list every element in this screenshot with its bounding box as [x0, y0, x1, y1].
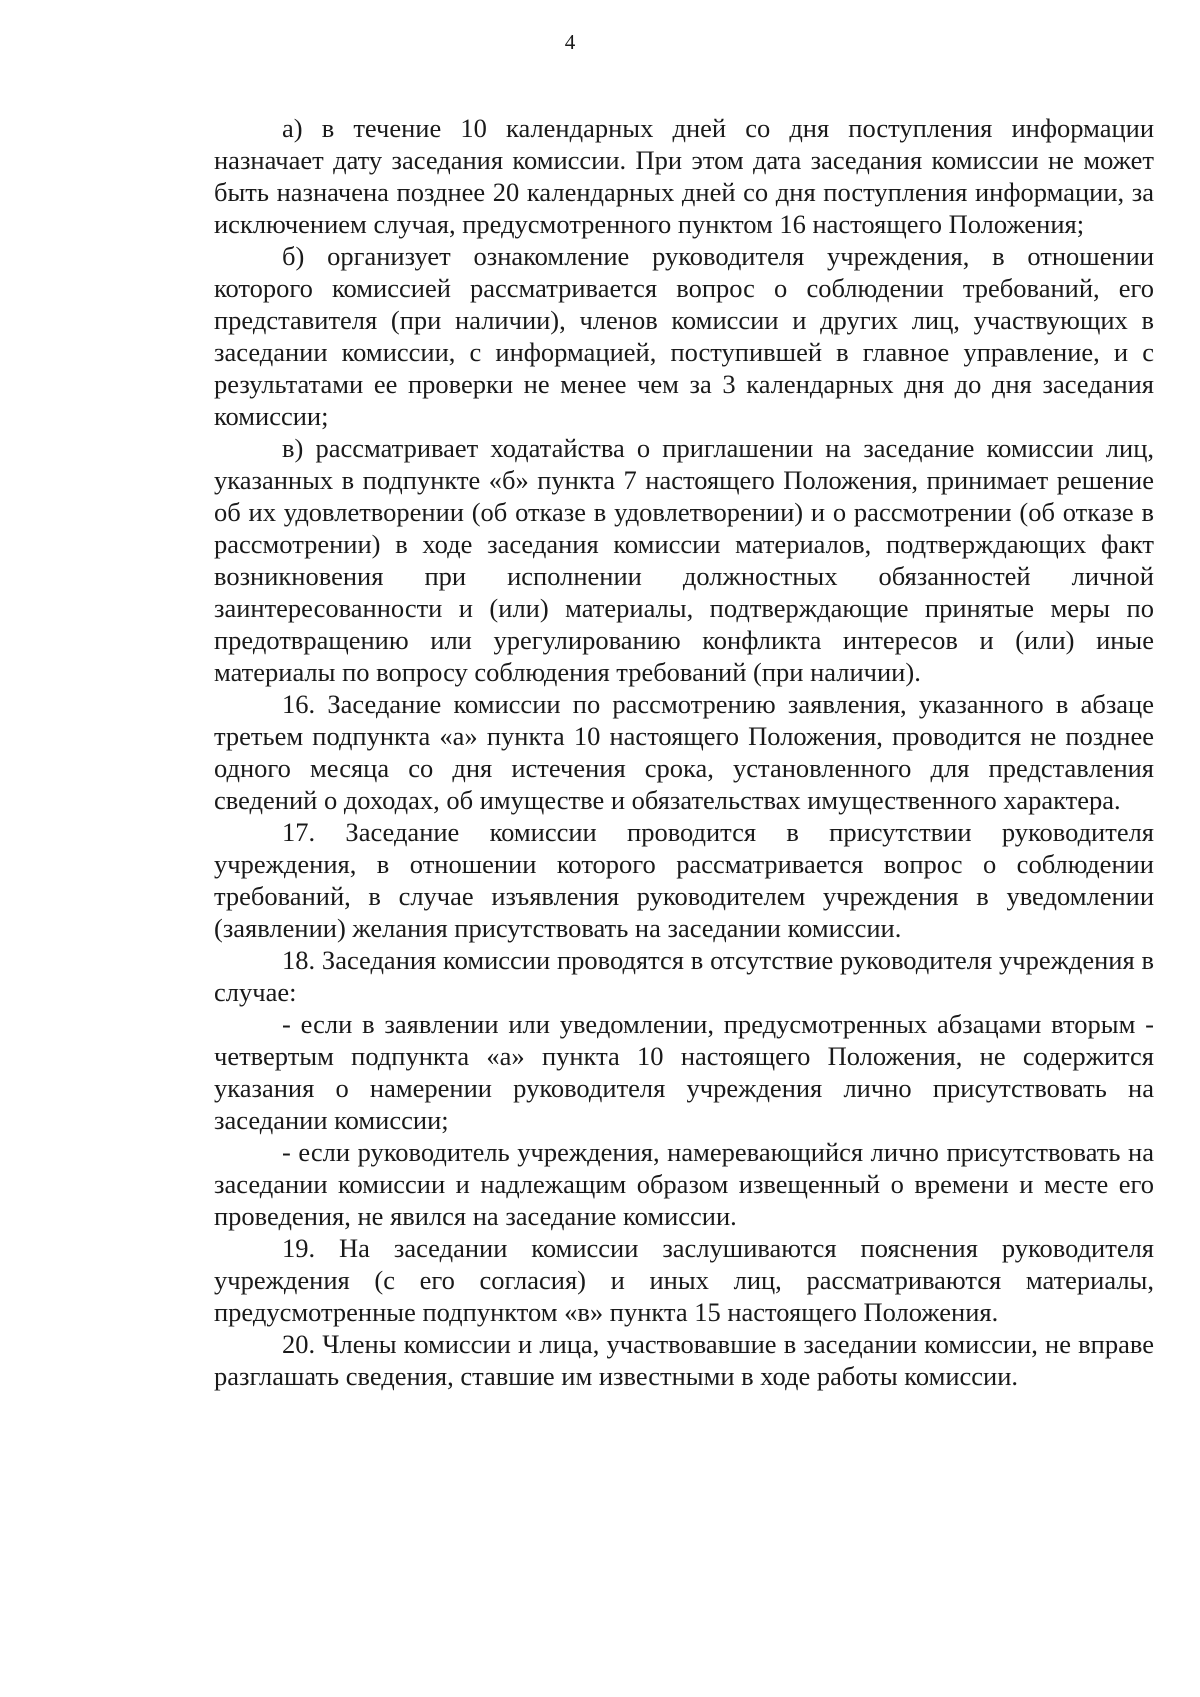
paragraph-19: 19. На заседании комиссии заслушиваются пояснения руководителя учреждения (с его согласия) и иных лиц, рассматриваются материалы, предусмотренные подпунктом «в» пункта 15 настоящего Положения. [214, 1233, 1154, 1327]
paragraph-16: 16. Заседание комиссии по рассмотрению заявления, указанного в абзаце третьем подпункта «а» пункта 10 настоящего Положения, проводится не позднее одного месяца со дня истечения срока, установленного для представления сведений о доходах, об имуществе и обязательствах имущественного характера. [214, 689, 1154, 815]
paragraph-18: 18. Заседания комиссии проводятся в отсутствие руководителя учреждения в случае: [214, 945, 1154, 1007]
paragraph-b: б) организует ознакомление руководителя учреждения, в отношении которого комиссией рассматривается вопрос о соблюдении требований, его представителя (при наличии), членов комиссии и других лиц, участвующих в заседании комиссии, с информацией, поступившей в главное управление, и с результатами ее проверки не менее чем за 3 календарных дня до дня заседания комиссии; [214, 241, 1154, 431]
document-body [214, 112, 1154, 1392]
paragraph-17: 17. Заседание комиссии проводится в присутствии руководителя учреждения, в отношении которого рассматривается вопрос о соблюдении требований, в случае изъявления руководителем учреждения в уведомлении (заявлении) желания присутствовать на заседании комиссии. [214, 817, 1154, 943]
paragraph-18-item-2: - если руководитель учреждения, намеревающийся лично присутствовать на заседании комиссии и надлежащим образом извещенный о времени и месте его проведения, не явился на заседание комиссии. [214, 1137, 1154, 1231]
paragraph-20: 20. Члены комиссии и лица, участвовавшие в заседании комиссии, не вправе разглашать сведения, ставшие им известными в ходе работы комиссии. [214, 1329, 1154, 1391]
paragraph-v: в) рассматривает ходатайства о приглашении на заседание комиссии лиц, указанных в подпункте «б» пункта 7 настоящего Положения, принимает решение об их удовлетворении (об отказе в удовлетворении) и о рассмотрении (об отказе в рассмотрении) в ходе заседания комиссии материалов, подтверждающих факт возникновения при исполнении должностных обязанностей личной заинтересованности и (или) материалы, подтверждающие принятые меры по предотвращению или урегулированию конфликта интересов и (или) иные материалы по вопросу соблюдения требований (при наличии). [214, 433, 1154, 687]
paragraph-a: а) в течение 10 календарных дней со дня поступления информации назначает дату заседания комиссии. При этом дата заседания комиссии не может быть назначена позднее 20 календарных дней со дня поступления информации, за исключением случая, предусмотренного пунктом 16 настоящего Положения; [214, 113, 1154, 239]
paragraph-18-item-1: - если в заявлении или уведомлении, предусмотренных абзацами вторым - четвертым подпункта «а» пункта 10 настоящего Положения, не содержится указания о намерении руководителя учреждения лично присутствовать на заседании комиссии; [214, 1009, 1154, 1135]
page-number: 4 [564, 30, 576, 54]
